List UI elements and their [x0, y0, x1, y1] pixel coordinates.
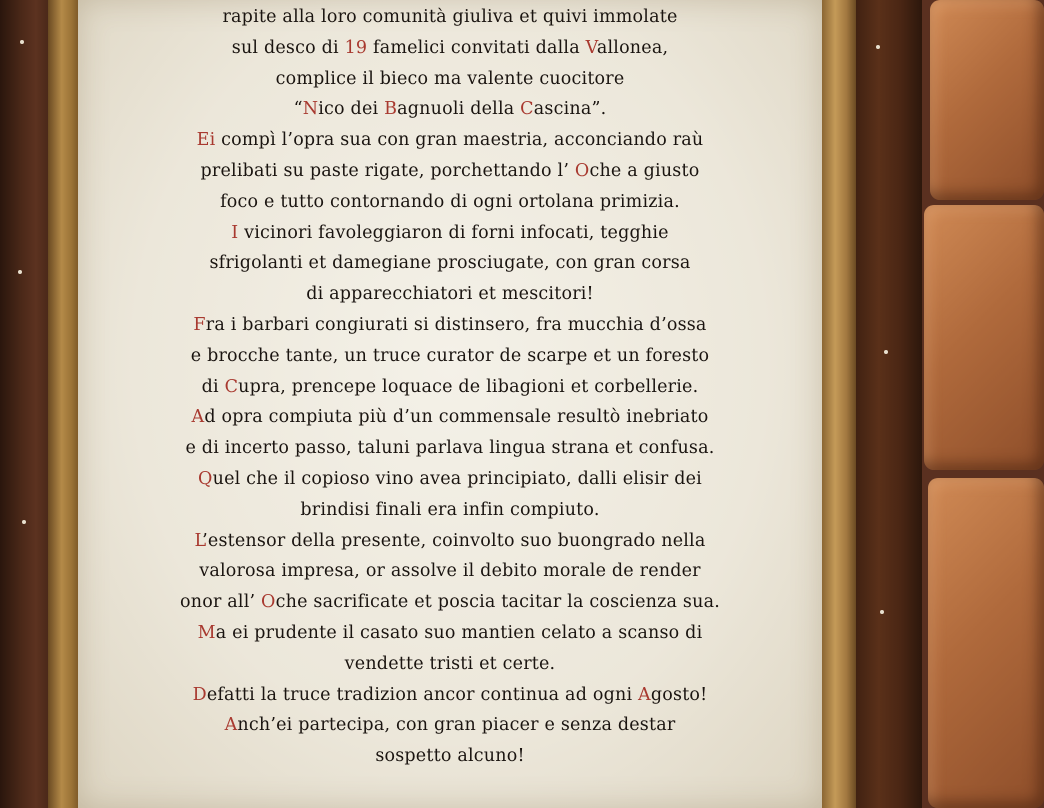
inscription-line — [78, 279, 822, 310]
inscription-text: famelici convitati dalla — [367, 37, 586, 58]
inscription-line — [78, 495, 822, 526]
illuminated-initial: D — [192, 684, 207, 705]
illuminated-initial: I — [231, 222, 239, 243]
inscription-text: ascina”. — [533, 99, 607, 120]
inscription-text: ra i barbari congiurati si distinsero, fra mucchia d’ossa — [205, 314, 707, 335]
inscription-line — [78, 310, 822, 341]
illuminated-initial: M — [197, 622, 216, 643]
illuminated-initial: N — [302, 99, 319, 120]
illuminated-initial: O — [574, 160, 590, 181]
illuminated-initial: A — [638, 684, 651, 705]
inscription-text: complice il bieco ma valente cuocitore — [275, 68, 625, 89]
inscription-text: di — [201, 376, 225, 397]
inscription-line — [78, 33, 822, 64]
illuminated-initial: A — [191, 407, 205, 428]
inscription-line — [78, 556, 822, 587]
inscription-line — [78, 94, 822, 125]
inscription-text: brindisi finali era infin compiuto. — [300, 499, 600, 520]
illuminated-initial: C — [224, 376, 239, 397]
right-wood-frame — [850, 0, 922, 808]
inscription-text: e brocche tante, un truce curator de scarpe et un foresto — [190, 345, 710, 366]
inscription-text: sul desco di — [231, 37, 345, 58]
inscription-text: efatti la truce tradizion ancor continua ad ogni — [206, 684, 639, 705]
inscription-text: rapite alla loro comunità giuliva et quivi immolate — [222, 7, 678, 27]
inscription-text: e di incerto passo, taluni parlava lingua strana et confusa. — [185, 438, 715, 459]
left-gilded-frame — [48, 0, 82, 808]
inscription-text: agnuoli della — [397, 99, 521, 120]
inscription-text: vendette tristi et certe. — [344, 653, 556, 674]
inscription-line — [78, 402, 822, 433]
inscription-line — [78, 741, 822, 772]
inscription-text: compì l’opra sua con gran maestria, acconciando raù — [215, 130, 704, 151]
illuminated-initial: 19 — [344, 37, 368, 58]
frame-pin — [18, 270, 22, 274]
inscription-line — [78, 464, 822, 495]
inscription-text: d opra compiuta più d’un commensale resultò inebriato — [204, 407, 709, 428]
inscription-text: a ei prudente il casato suo mantien celato a scanso di — [215, 622, 703, 643]
inscription-line — [78, 64, 822, 95]
inscription-text: valorosa impresa, or assolve il debito morale de render — [199, 561, 701, 582]
illuminated-initial: A — [224, 715, 238, 736]
right-gilded-frame — [818, 0, 856, 808]
inscription-line — [78, 649, 822, 680]
frame-pin — [20, 40, 24, 44]
inscription-line — [78, 156, 822, 187]
illuminated-initial: B — [384, 99, 398, 120]
inscription-text: che a giusto — [589, 160, 700, 181]
inscription-text: prelibati su paste rigate, porchettando l’ — [200, 160, 575, 181]
inscription-text: upra, prencepe loquace de libagioni et corbellerie. — [238, 376, 699, 397]
inscription-text: di apparecchiatori et mescitori! — [306, 284, 594, 305]
inscription-line — [78, 680, 822, 711]
inscription-text: vicinori favoleggiaron di forni infocati, tegghie — [238, 222, 669, 243]
inscription-text: ’estensor della presente, coinvolto suo buongrado nella — [202, 530, 706, 551]
illuminated-initial: L — [194, 530, 203, 551]
inscription-line — [78, 125, 822, 156]
inscription-line — [78, 618, 822, 649]
illuminated-initial: C — [520, 99, 534, 120]
inscription-line — [78, 433, 822, 464]
inscription-text: allonea, — [596, 37, 669, 58]
inscription-line — [78, 2, 822, 33]
illuminated-initial: Q — [198, 468, 213, 489]
inscription-line — [78, 187, 822, 218]
inscription-text: “ — [293, 99, 303, 120]
inscription-text: ico dei — [318, 99, 385, 120]
inscription-text: onor all’ — [180, 592, 262, 613]
inscription-text: sfrigolanti et damegiane prosciugate, con gran corsa — [209, 253, 691, 274]
inscription-text: sospetto alcuno! — [375, 746, 525, 767]
illuminated-initial: Ei — [196, 130, 216, 151]
illuminated-initial: F — [193, 314, 206, 335]
inscription-line — [78, 587, 822, 618]
inscription-line — [78, 526, 822, 557]
inscription-line — [78, 218, 822, 249]
inscription-text: gosto! — [650, 684, 708, 705]
inscription-text: nch’ei partecipa, con gran piacer e senza destar — [237, 715, 676, 736]
inscription-line — [78, 341, 822, 372]
frame-pin — [876, 45, 880, 49]
illuminated-initial: V — [585, 37, 597, 58]
frame-pin — [884, 350, 888, 354]
inscription-text: uel che il copioso vino avea principiato, dalli elisir dei — [212, 468, 702, 489]
inscription-text: che sacrificate et poscia tacitar la coscienza sua. — [275, 592, 720, 613]
inscription-line — [78, 372, 822, 403]
inscription-text: foco e tutto contornando di ogni ortolana primizia. — [220, 191, 680, 212]
wall-stone — [924, 205, 1044, 470]
plaque-inscription — [78, 2, 822, 772]
frame-pin — [22, 520, 26, 524]
inscription-line — [78, 248, 822, 279]
wall-stone — [928, 478, 1044, 808]
illuminated-initial: O — [261, 592, 276, 613]
wall-stone — [930, 0, 1044, 200]
frame-pin — [880, 610, 884, 614]
inscription-line — [78, 710, 822, 741]
